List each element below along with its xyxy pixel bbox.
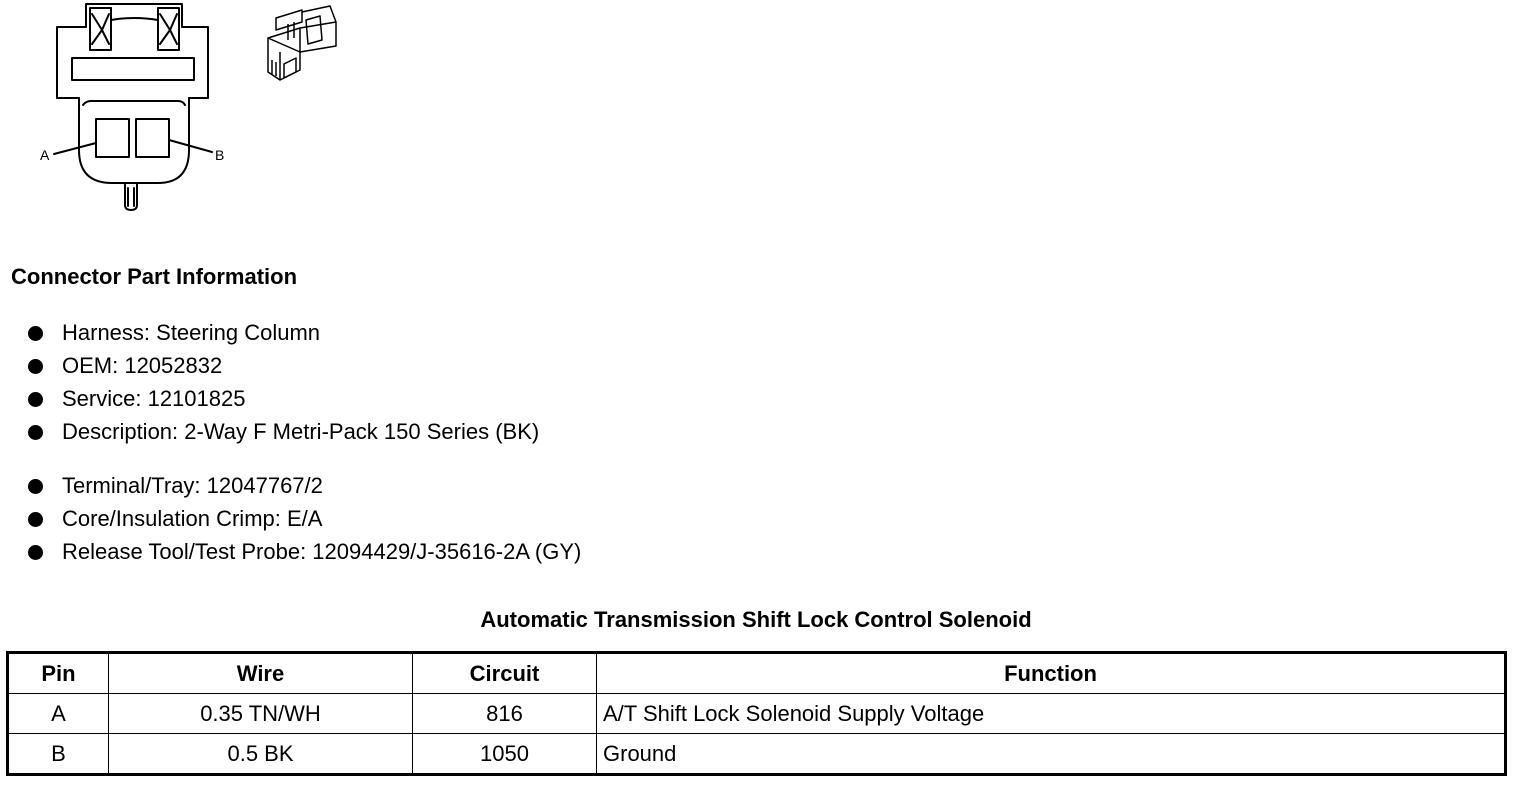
pin-label-a: A bbox=[40, 147, 50, 163]
list-item bbox=[28, 472, 323, 500]
list-item-text: Description: 2-Way F Metri-Pack 150 Series (BK) bbox=[62, 419, 540, 444]
cell-wire: 0.5 BK bbox=[109, 734, 413, 775]
column-header-function: Function bbox=[597, 653, 1506, 694]
bullet-icon bbox=[28, 479, 43, 494]
list-item bbox=[28, 385, 245, 413]
connector-face-diagram bbox=[0, 0, 360, 220]
bullet-icon bbox=[28, 392, 43, 407]
list-item-text: Terminal/Tray: 12047767/2 bbox=[62, 473, 323, 498]
cell-circuit: 816 bbox=[413, 694, 597, 734]
connector-isometric-icon bbox=[268, 6, 336, 80]
cell-wire: 0.35 TN/WH bbox=[109, 694, 413, 734]
list-item-text: Release Tool/Test Probe: 12094429/J-35616-2A (GY) bbox=[62, 539, 582, 564]
cell-pin: A bbox=[8, 694, 109, 734]
list-item-text: Core/Insulation Crimp: E/A bbox=[62, 506, 323, 531]
cell-function: A/T Shift Lock Solenoid Supply Voltage bbox=[597, 694, 1506, 734]
table-title: Automatic Transmission Shift Lock Control Solenoid bbox=[480, 607, 1032, 632]
table-row bbox=[8, 694, 1506, 734]
table-header-row bbox=[8, 653, 1506, 694]
cell-function: Ground bbox=[597, 734, 1506, 775]
cell-circuit: 1050 bbox=[413, 734, 597, 775]
list-item bbox=[28, 505, 322, 533]
section-title: Connector Part Information bbox=[11, 264, 298, 289]
bullet-icon bbox=[28, 512, 43, 527]
list-item-text: Harness: Steering Column bbox=[62, 320, 321, 345]
bullet-icon bbox=[28, 545, 43, 560]
list-item bbox=[28, 418, 539, 446]
bullet-icon bbox=[28, 326, 43, 341]
column-header-pin: Pin bbox=[8, 653, 109, 694]
list-item-text: Service: 12101825 bbox=[62, 386, 246, 411]
list-item bbox=[28, 538, 581, 566]
list-item bbox=[28, 352, 222, 380]
connector-lock-frame bbox=[72, 58, 194, 80]
cavity-a bbox=[96, 119, 129, 157]
cavity-b bbox=[136, 119, 169, 157]
column-header-wire: Wire bbox=[109, 653, 413, 694]
bullet-icon bbox=[28, 425, 43, 440]
connector-key-post bbox=[125, 183, 137, 210]
pinout-table bbox=[6, 651, 1507, 776]
list-item-text: OEM: 12052832 bbox=[62, 353, 223, 378]
pin-label-b: B bbox=[215, 147, 225, 163]
list-item bbox=[28, 319, 320, 347]
table-row bbox=[8, 734, 1506, 775]
bullet-icon bbox=[28, 359, 43, 374]
cell-pin: B bbox=[8, 734, 109, 775]
column-header-circuit: Circuit bbox=[413, 653, 597, 694]
